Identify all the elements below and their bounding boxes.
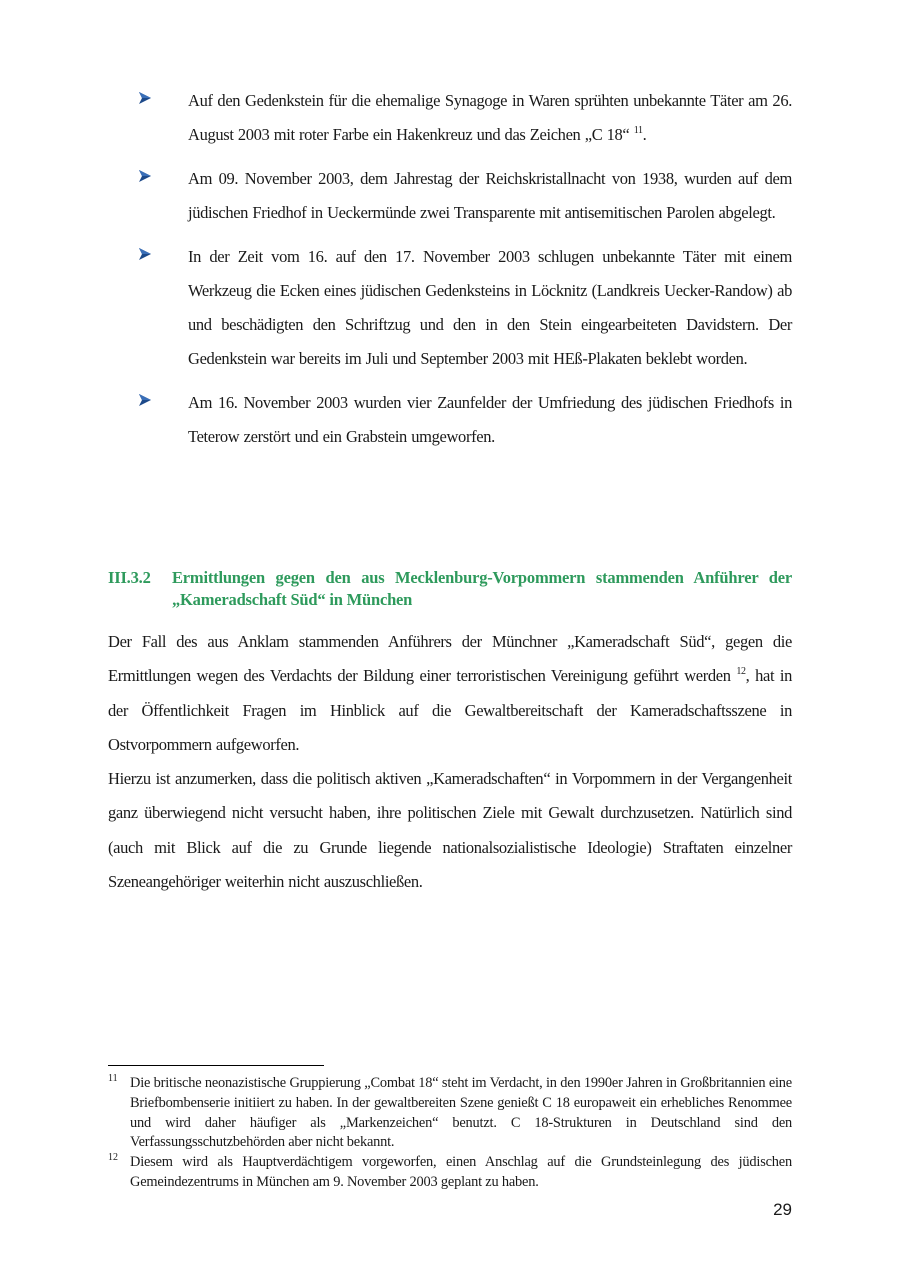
footnote-text: Die britische neonazistische Gruppierung „Combat 18“ steht im Verdacht, in den 1990er Jahren in Großbritannien eine Briefbombenserie initiiert zu haben. In der gewaltbereiten Szene genießt C 18 europaweit ein erhebliches Renommee und wird daher häufiger als „Markenzeichen“ benutzt. C 18-Strukturen in Deutschland sind den Verfassungsschutzbehörden aber nicht bekannt. — [130, 1075, 792, 1151]
list-item — [108, 240, 792, 376]
list-item — [108, 84, 792, 152]
section-heading — [108, 567, 792, 611]
footnote-text: Diesem wird als Hauptverdächtigem vorgeworfen, einen Anschlag auf die Grundsteinlegung des jüdischen Gemeindezentrums in München am 9. November 2003 geplant zu haben. — [130, 1154, 792, 1190]
section-number: III.3.2 — [108, 568, 151, 587]
bullet-arrow-icon — [138, 247, 152, 261]
footnote-ref[interactable]: 11 — [633, 125, 643, 136]
bullet-arrow-icon — [138, 91, 152, 105]
footnote-ref[interactable]: 12 — [736, 666, 746, 678]
list-item — [108, 386, 792, 454]
footnote — [108, 1074, 792, 1153]
bullet-list — [108, 84, 792, 464]
page-number: 29 — [773, 1200, 792, 1219]
bullet-arrow-icon — [138, 169, 152, 183]
footnote — [108, 1153, 792, 1193]
footnotes — [108, 1074, 792, 1193]
body-text — [108, 625, 792, 899]
list-item-text: Auf den Gedenkstein für die ehemalige Synagoge in Waren sprühten unbekannte Täter am 26. August 2003 mit roter Farbe ein Hakenkreuz und das Zeichen „C 18“ $^{11}$. — [188, 91, 792, 144]
list-item-text: Am 09. November 2003, dem Jahrestag der Reichskristallnacht von 1938, wurden auf dem jüdischen Friedhof in Ueckermünde zwei Transparente mit antisemitischen Parolen abgelegt. — [188, 169, 792, 222]
footnote-mark: 11 — [108, 1073, 118, 1084]
list-item-text: Am 16. November 2003 wurden vier Zaunfelder der Umfriedung des jüdischen Friedhofs in Teterow zerstört und ein Grabstein umgeworfen. — [188, 393, 792, 446]
footnote-divider — [108, 1065, 324, 1066]
list-item-text: In der Zeit vom 16. auf den 17. November 2003 schlugen unbekannte Täter mit einem Werkzeug die Ecken eines jüdischen Gedenksteins in Löcknitz (Landkreis Uecker-Randow) ab und beschädigten den Schriftzug und den in den Stein eingearbeiteten Davidstern. Der Gedenkstein war bereits im Juli und September 2003 mit HEß-Plakaten beklebt worden. — [188, 247, 792, 368]
bullet-arrow-icon — [138, 393, 152, 407]
paragraph: Der Fall des aus Anklam stammenden Anführers der Münchner „Kameradschaft Süd“, gegen die Ermittlungen wegen des Verdachts der Bildung einer terroristischen Vereinigung geführt werden $^{12}$, hat in der Öffentlichkeit Fragen im Hinblick auf die Gewaltbereitschaft der Kameradschaftsszene in Ostvorpommern aufgeworfen. — [108, 632, 792, 754]
paragraph: Hierzu ist anzumerken, dass die politisch aktiven „Kameradschaften“ in Vorpommern in der Vergangenheit ganz überwiegend nicht versucht haben, ihre politischen Ziele mit Gewalt durchzusetzen. Natürlich sind (auch mit Blick auf die zu Grunde liegende nationalsozialistische Ideologie) Straftaten einzelner Szeneangehöriger weiterhin nicht auszuschließen. — [108, 769, 792, 892]
list-item — [108, 162, 792, 230]
footnote-mark: 12 — [108, 1152, 118, 1164]
section-title: Ermittlungen gegen den aus Mecklenburg-Vorpommern stammenden Anführer der „Kameradschaft Süd“ in München — [172, 568, 792, 609]
